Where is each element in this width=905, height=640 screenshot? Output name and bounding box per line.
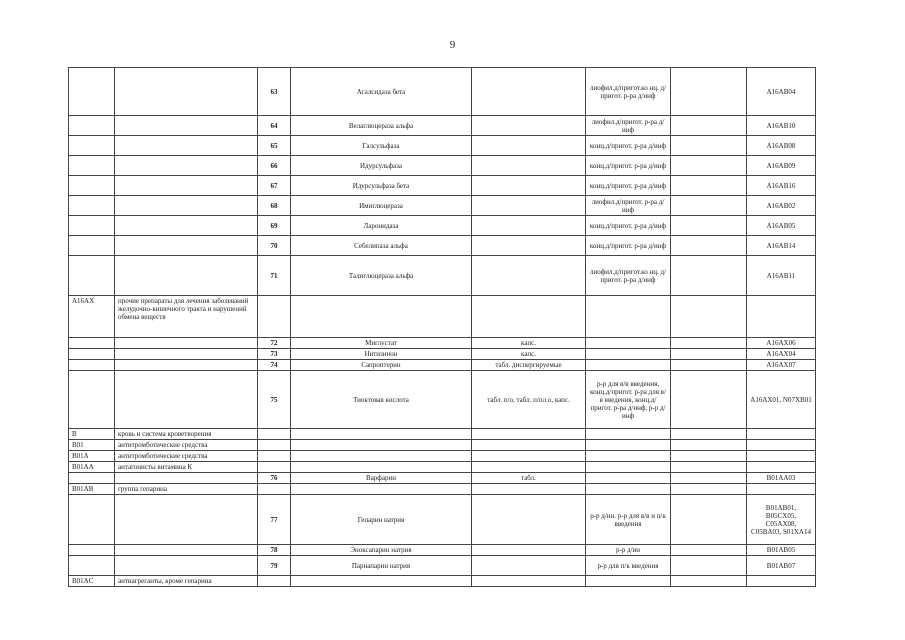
form-oral-cell — [472, 116, 586, 136]
drug-name-cell: Парнапарин натрия — [291, 556, 472, 576]
extra-cell — [671, 462, 747, 473]
atc-code-cell — [69, 256, 115, 296]
extra-cell — [671, 451, 747, 462]
group-name-cell — [115, 68, 258, 116]
form-injection-cell — [586, 349, 671, 360]
row-number-cell: 65 — [258, 136, 291, 156]
drug-name-cell — [291, 451, 472, 462]
form-injection-cell: лиофил.д/пригот. р-ра д/инф — [586, 196, 671, 216]
form-injection-cell: конц.д/пригот. р-ра д/инф — [586, 236, 671, 256]
row-number-cell: 69 — [258, 216, 291, 236]
table-row — [69, 495, 816, 545]
form-oral-cell — [472, 216, 586, 236]
form-oral-cell: табл. п/о, табл. п/пл.о, капс. — [472, 371, 586, 429]
form-oral-cell — [472, 556, 586, 576]
form-injection-cell: конц.д/пригот. р-ра д/инф — [586, 176, 671, 196]
atc-code-cell — [69, 338, 115, 349]
row-number-cell: 68 — [258, 196, 291, 216]
drug-name-cell: Сапроптерин — [291, 360, 472, 371]
form-oral-cell — [472, 236, 586, 256]
form-injection-cell — [586, 338, 671, 349]
group-name-cell — [115, 338, 258, 349]
group-name-cell: кровь и система кроветворения — [115, 429, 258, 440]
drug-name-cell: Себелипаза альфа — [291, 236, 472, 256]
form-oral-cell: табл. — [472, 473, 586, 484]
form-injection-cell — [586, 473, 671, 484]
drug-name-cell: Галсульфаза — [291, 136, 472, 156]
extra-cell — [671, 484, 747, 495]
table-row — [69, 484, 816, 495]
atc-drug-code-cell: A16AX06 — [747, 338, 816, 349]
group-name-cell — [115, 495, 258, 545]
row-number-cell: 76 — [258, 473, 291, 484]
row-number-cell — [258, 462, 291, 473]
atc-code-cell — [69, 68, 115, 116]
drug-name-cell: Гепарин натрия — [291, 495, 472, 545]
atc-drug-code-cell: A16AB05 — [747, 216, 816, 236]
drug-name-cell — [291, 576, 472, 587]
drug-name-cell: Агалсидаза бета — [291, 68, 472, 116]
drug-name-cell: Имиглюцераза — [291, 196, 472, 216]
row-number-cell: 78 — [258, 545, 291, 556]
extra-cell — [671, 371, 747, 429]
atc-code-cell — [69, 236, 115, 256]
atc-code-cell — [69, 196, 115, 216]
atc-drug-code-cell: A16AB11 — [747, 256, 816, 296]
atc-code-cell — [69, 136, 115, 156]
extra-cell — [671, 68, 747, 116]
table-row — [69, 296, 816, 338]
atc-drug-code-cell: B01AB01, B05CX05, C05AX08, C05BA03, S01XA14 — [747, 495, 816, 545]
form-injection-cell: р-р для п/к введения — [586, 556, 671, 576]
atc-drug-code-cell: A16AB09 — [747, 156, 816, 176]
form-oral-cell — [472, 136, 586, 156]
table-row — [69, 236, 816, 256]
extra-cell — [671, 256, 747, 296]
group-name-cell — [115, 216, 258, 236]
atc-drug-code-cell — [747, 429, 816, 440]
form-oral-cell — [472, 495, 586, 545]
group-name-cell: антагонисты витамина К — [115, 462, 258, 473]
drug-name-cell: Миглустат — [291, 338, 472, 349]
atc-drug-code-cell: A16AB10 — [747, 116, 816, 136]
drug-name-cell: Варфарин — [291, 473, 472, 484]
table-row — [69, 360, 816, 371]
atc-code-cell — [69, 545, 115, 556]
table-row — [69, 196, 816, 216]
atc-drug-code-cell: A16AB04 — [747, 68, 816, 116]
extra-cell — [671, 495, 747, 545]
atc-code-cell: B01 — [69, 440, 115, 451]
atc-code-cell — [69, 116, 115, 136]
form-oral-cell — [472, 429, 586, 440]
form-oral-cell — [472, 462, 586, 473]
table-body — [69, 68, 816, 587]
drug-name-cell — [291, 462, 472, 473]
table-row — [69, 338, 816, 349]
form-oral-cell — [472, 176, 586, 196]
form-injection-cell: конц.д/пригот. р-ра д/инф — [586, 156, 671, 176]
atc-drug-code-cell: A16AB08 — [747, 136, 816, 156]
extra-cell — [671, 216, 747, 236]
atc-drug-code-cell: A16AX07 — [747, 360, 816, 371]
group-name-cell — [115, 236, 258, 256]
atc-drug-code-cell: B01AB07 — [747, 556, 816, 576]
extra-cell — [671, 360, 747, 371]
form-injection-cell — [586, 429, 671, 440]
form-oral-cell — [472, 256, 586, 296]
form-injection-cell: лиофил.д/пригот. р-ра д/инф — [586, 116, 671, 136]
group-name-cell — [115, 116, 258, 136]
atc-drug-code-cell — [747, 296, 816, 338]
extra-cell — [671, 156, 747, 176]
row-number-cell: 67 — [258, 176, 291, 196]
atc-code-cell — [69, 349, 115, 360]
extra-cell — [671, 338, 747, 349]
extra-cell — [671, 473, 747, 484]
atc-drug-code-cell: A16AB02 — [747, 196, 816, 216]
row-number-cell: 79 — [258, 556, 291, 576]
table-row — [69, 349, 816, 360]
row-number-cell: 73 — [258, 349, 291, 360]
atc-drug-code-cell: B01AA03 — [747, 473, 816, 484]
form-injection-cell — [586, 360, 671, 371]
group-name-cell — [115, 136, 258, 156]
row-number-cell — [258, 576, 291, 587]
form-oral-cell: табл. диспергируемые — [472, 360, 586, 371]
table-row — [69, 545, 816, 556]
atc-drug-code-cell — [747, 484, 816, 495]
group-name-cell — [115, 473, 258, 484]
atc-drug-code-cell — [747, 451, 816, 462]
drug-name-cell: Талиглюцераза альфа — [291, 256, 472, 296]
form-oral-cell — [472, 296, 586, 338]
table-row — [69, 371, 816, 429]
form-oral-cell — [472, 576, 586, 587]
group-name-cell — [115, 196, 258, 216]
form-injection-cell — [586, 576, 671, 587]
table-row — [69, 116, 816, 136]
table-row — [69, 440, 816, 451]
group-name-cell — [115, 349, 258, 360]
drug-name-cell: Тиоктовая кислота — [291, 371, 472, 429]
extra-cell — [671, 296, 747, 338]
atc-code-cell — [69, 473, 115, 484]
form-injection-cell: р-р д/ин — [586, 545, 671, 556]
table-row — [69, 68, 816, 116]
form-oral-cell: капс. — [472, 338, 586, 349]
form-injection-cell: лиофил.д/пригот.ко нц. д/пригот. р-ра д/инф — [586, 256, 671, 296]
group-name-cell — [115, 256, 258, 296]
group-name-cell: антитромботические средства — [115, 440, 258, 451]
drug-name-cell — [291, 296, 472, 338]
drug-name-cell: Ларонидаза — [291, 216, 472, 236]
atc-code-cell — [69, 556, 115, 576]
row-number-cell: 71 — [258, 256, 291, 296]
extra-cell — [671, 196, 747, 216]
form-injection-cell: р-р д/ин. р-р для в/в и п/к введения — [586, 495, 671, 545]
drug-table — [68, 67, 816, 587]
row-number-cell — [258, 440, 291, 451]
atc-drug-code-cell: A16AB14 — [747, 236, 816, 256]
form-oral-cell — [472, 484, 586, 495]
form-injection-cell — [586, 462, 671, 473]
table-row — [69, 556, 816, 576]
extra-cell — [671, 429, 747, 440]
row-number-cell — [258, 296, 291, 338]
group-name-cell — [115, 371, 258, 429]
row-number-cell — [258, 451, 291, 462]
drug-name-cell: Эноксапарин натрия — [291, 545, 472, 556]
form-oral-cell — [472, 545, 586, 556]
table-row — [69, 576, 816, 587]
row-number-cell — [258, 484, 291, 495]
form-injection-cell — [586, 451, 671, 462]
extra-cell — [671, 349, 747, 360]
drug-name-cell: Велаглюцераза альфа — [291, 116, 472, 136]
atc-drug-code-cell: A16AX04 — [747, 349, 816, 360]
extra-cell — [671, 116, 747, 136]
atc-drug-code-cell — [747, 462, 816, 473]
drug-name-cell: Идурсульфаза бета — [291, 176, 472, 196]
atc-code-cell: B01AC — [69, 576, 115, 587]
drug-name-cell: Идурсульфаза — [291, 156, 472, 176]
atc-code-cell: B01AA — [69, 462, 115, 473]
form-injection-cell — [586, 440, 671, 451]
row-number-cell: 72 — [258, 338, 291, 349]
form-injection-cell: конц.д/пригот. р-ра д/инф — [586, 216, 671, 236]
atc-code-cell: B — [69, 429, 115, 440]
atc-code-cell — [69, 156, 115, 176]
atc-drug-code-cell: B01AB05 — [747, 545, 816, 556]
extra-cell — [671, 440, 747, 451]
extra-cell — [671, 545, 747, 556]
group-name-cell: группа гепарина — [115, 484, 258, 495]
table-row — [69, 451, 816, 462]
atc-code-cell — [69, 360, 115, 371]
extra-cell — [671, 576, 747, 587]
atc-drug-code-cell: A16AB16 — [747, 176, 816, 196]
table-row — [69, 462, 816, 473]
extra-cell — [671, 556, 747, 576]
form-oral-cell — [472, 451, 586, 462]
form-injection-cell: конц.д/пригот. р-ра д/инф — [586, 136, 671, 156]
form-oral-cell — [472, 156, 586, 176]
group-name-cell — [115, 556, 258, 576]
table-row — [69, 156, 816, 176]
group-name-cell: прочие препараты для лечения заболеваний желудочно-кишечного тракта и нарушений обмена веществ — [115, 296, 258, 338]
row-number-cell: 75 — [258, 371, 291, 429]
table-row — [69, 136, 816, 156]
atc-drug-code-cell — [747, 440, 816, 451]
group-name-cell — [115, 360, 258, 371]
form-oral-cell — [472, 196, 586, 216]
form-injection-cell — [586, 296, 671, 338]
row-number-cell: 74 — [258, 360, 291, 371]
atc-drug-code-cell: A16AX01, N07XB01 — [747, 371, 816, 429]
form-oral-cell — [472, 68, 586, 116]
atc-code-cell: B01A — [69, 451, 115, 462]
row-number-cell: 77 — [258, 495, 291, 545]
drug-name-cell: Нитизинон — [291, 349, 472, 360]
form-injection-cell — [586, 484, 671, 495]
group-name-cell — [115, 176, 258, 196]
extra-cell — [671, 236, 747, 256]
form-oral-cell: капс. — [472, 349, 586, 360]
atc-code-cell — [69, 176, 115, 196]
table-row — [69, 216, 816, 236]
form-injection-cell: р-р для в/в введения, конц.д/пригот. р-ра для в/в введения, конц.д/пригот. р-ра д/инф, р-р д/инф — [586, 371, 671, 429]
row-number-cell: 66 — [258, 156, 291, 176]
extra-cell — [671, 136, 747, 156]
page-number: 9 — [449, 39, 456, 51]
row-number-cell — [258, 429, 291, 440]
atc-code-cell: A16AX — [69, 296, 115, 338]
group-name-cell: антиагреганты, кроме гепарина — [115, 576, 258, 587]
table-row — [69, 176, 816, 196]
atc-code-cell — [69, 371, 115, 429]
atc-code-cell: B01AB — [69, 484, 115, 495]
table-row — [69, 473, 816, 484]
atc-code-cell — [69, 495, 115, 545]
table-row — [69, 256, 816, 296]
group-name-cell: антитромботические средства — [115, 451, 258, 462]
row-number-cell: 63 — [258, 68, 291, 116]
drug-name-cell — [291, 440, 472, 451]
extra-cell — [671, 176, 747, 196]
group-name-cell — [115, 545, 258, 556]
row-number-cell: 70 — [258, 236, 291, 256]
drug-name-cell — [291, 429, 472, 440]
atc-code-cell — [69, 216, 115, 236]
atc-drug-code-cell — [747, 576, 816, 587]
form-oral-cell — [472, 440, 586, 451]
row-number-cell: 64 — [258, 116, 291, 136]
group-name-cell — [115, 156, 258, 176]
table-row — [69, 429, 816, 440]
drug-name-cell — [291, 484, 472, 495]
form-injection-cell: лиофил.д/пригот.ко нц. д/пригот. р-ра д/инф — [586, 68, 671, 116]
